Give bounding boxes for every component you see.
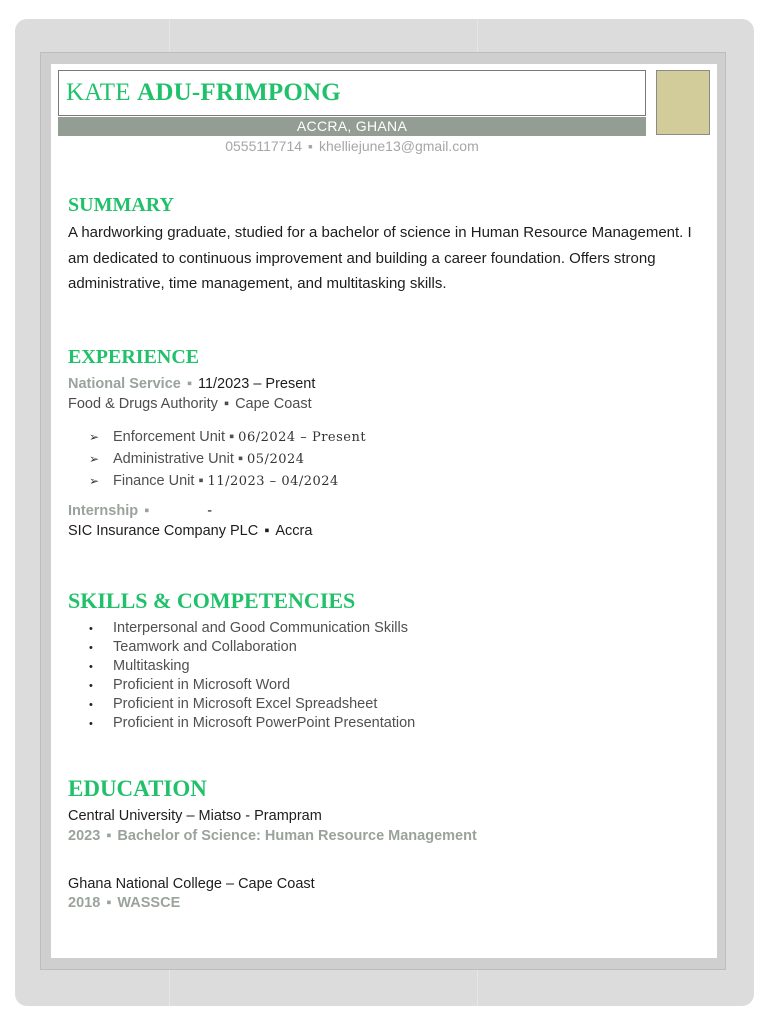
bullet-icon: • xyxy=(89,699,93,711)
unit-list xyxy=(89,426,366,492)
separator-dot: ▪ xyxy=(186,376,192,392)
list-item xyxy=(89,638,415,657)
list-item xyxy=(89,695,415,714)
list-item xyxy=(89,657,415,676)
list-item xyxy=(89,714,415,733)
job-dates: 11/2023 – Present xyxy=(197,376,316,392)
separator-dot: ▪ xyxy=(264,523,270,539)
skills-heading: SKILLS & COMPETENCIES xyxy=(68,588,356,613)
first-name: KATE xyxy=(66,79,131,106)
list-item xyxy=(89,448,366,470)
skill-text: Teamwork and Collaboration xyxy=(113,639,297,655)
email-address[interactable]: khelliejune13@gmail.com xyxy=(319,138,479,154)
phone-number: 0555117714 xyxy=(225,138,303,154)
education-heading: EDUCATION xyxy=(68,776,207,801)
bullet-icon: • xyxy=(89,718,93,730)
unit-name: Enforcement Unit xyxy=(113,429,226,445)
unit-dates: 06/2024 – Present xyxy=(238,430,367,445)
separator-dot: ▪ xyxy=(106,828,112,844)
arrow-bullet-icon: ➢ xyxy=(89,452,100,466)
skill-text: Proficient in Microsoft Excel Spreadsheet xyxy=(113,696,378,712)
skill-text: Multitasking xyxy=(113,658,190,674)
experience-heading: EXPERIENCE xyxy=(68,346,200,368)
unit-dates: 11/2023 – 04/2024 xyxy=(207,474,339,489)
unit-dates: 05/2024 xyxy=(247,452,305,467)
skill-text: Interpersonal and Good Communication Skills xyxy=(113,620,408,636)
employer-place: Accra xyxy=(275,523,313,539)
skill-text: Proficient in Microsoft PowerPoint Presentation xyxy=(113,715,416,731)
education-qualification: Bachelor of Science: Human Resource Management xyxy=(117,828,477,844)
separator-dot: ▪ xyxy=(198,473,204,489)
job-title-line xyxy=(68,376,315,392)
summary-heading: SUMMARY xyxy=(68,194,174,216)
arrow-bullet-icon: ➢ xyxy=(89,474,100,488)
list-item xyxy=(89,426,366,448)
separator-dot: ▪ xyxy=(237,451,244,467)
resume-page xyxy=(51,64,717,958)
employer-line xyxy=(68,396,312,412)
bullet-icon: • xyxy=(89,680,93,692)
job-dates: - xyxy=(207,503,213,519)
list-item xyxy=(89,676,415,695)
arrow-bullet-icon: ➢ xyxy=(89,430,100,444)
unit-name: Administrative Unit xyxy=(113,451,234,467)
job-title: National Service xyxy=(68,376,181,392)
degree-line xyxy=(68,828,477,844)
employer-place: Cape Coast xyxy=(235,396,312,412)
education-year: 2018 xyxy=(68,895,101,911)
school-name: Central University – Miatso - Prampram xyxy=(68,808,322,824)
employer-name: Food & Drugs Authority xyxy=(68,396,218,412)
skills-list xyxy=(89,619,415,733)
job-title-line xyxy=(68,503,212,519)
job-title: Internship xyxy=(68,503,139,519)
summary-text: A hardworking graduate, studied for a bachelor of science in Human Resource Management. I am dedicated to continuous improvement and building a career foundation. Offers strong administrative, time management, and multitasking skills. xyxy=(68,224,692,292)
separator-dot: ▪ xyxy=(144,503,150,519)
separator-dot: ▪ xyxy=(229,429,235,445)
list-item xyxy=(89,470,366,492)
contact-line xyxy=(51,138,653,154)
last-name: ADU-FRIMPONG xyxy=(137,79,341,106)
employer-name: SIC Insurance Company PLC xyxy=(68,523,259,539)
name-box xyxy=(58,70,646,116)
bullet-icon: • xyxy=(89,661,93,673)
bullet-icon: • xyxy=(89,642,93,654)
unit-name: Finance Unit xyxy=(113,473,195,489)
list-item xyxy=(89,619,415,638)
skill-text: Proficient in Microsoft Word xyxy=(113,677,291,693)
employer-line xyxy=(68,523,312,539)
separator-dot: ▪ xyxy=(308,138,314,154)
bullet-icon: • xyxy=(89,623,93,635)
separator-dot: ▪ xyxy=(106,895,112,911)
school-name: Ghana National College – Cape Coast xyxy=(68,876,315,892)
degree-line xyxy=(68,895,180,911)
education-year: 2023 xyxy=(68,828,101,844)
location-bar: ACCRA, GHANA xyxy=(58,117,646,136)
separator-dot: ▪ xyxy=(223,396,230,412)
education-qualification: WASSCE xyxy=(117,895,181,911)
accent-square xyxy=(656,70,710,135)
candidate-name xyxy=(66,79,341,107)
